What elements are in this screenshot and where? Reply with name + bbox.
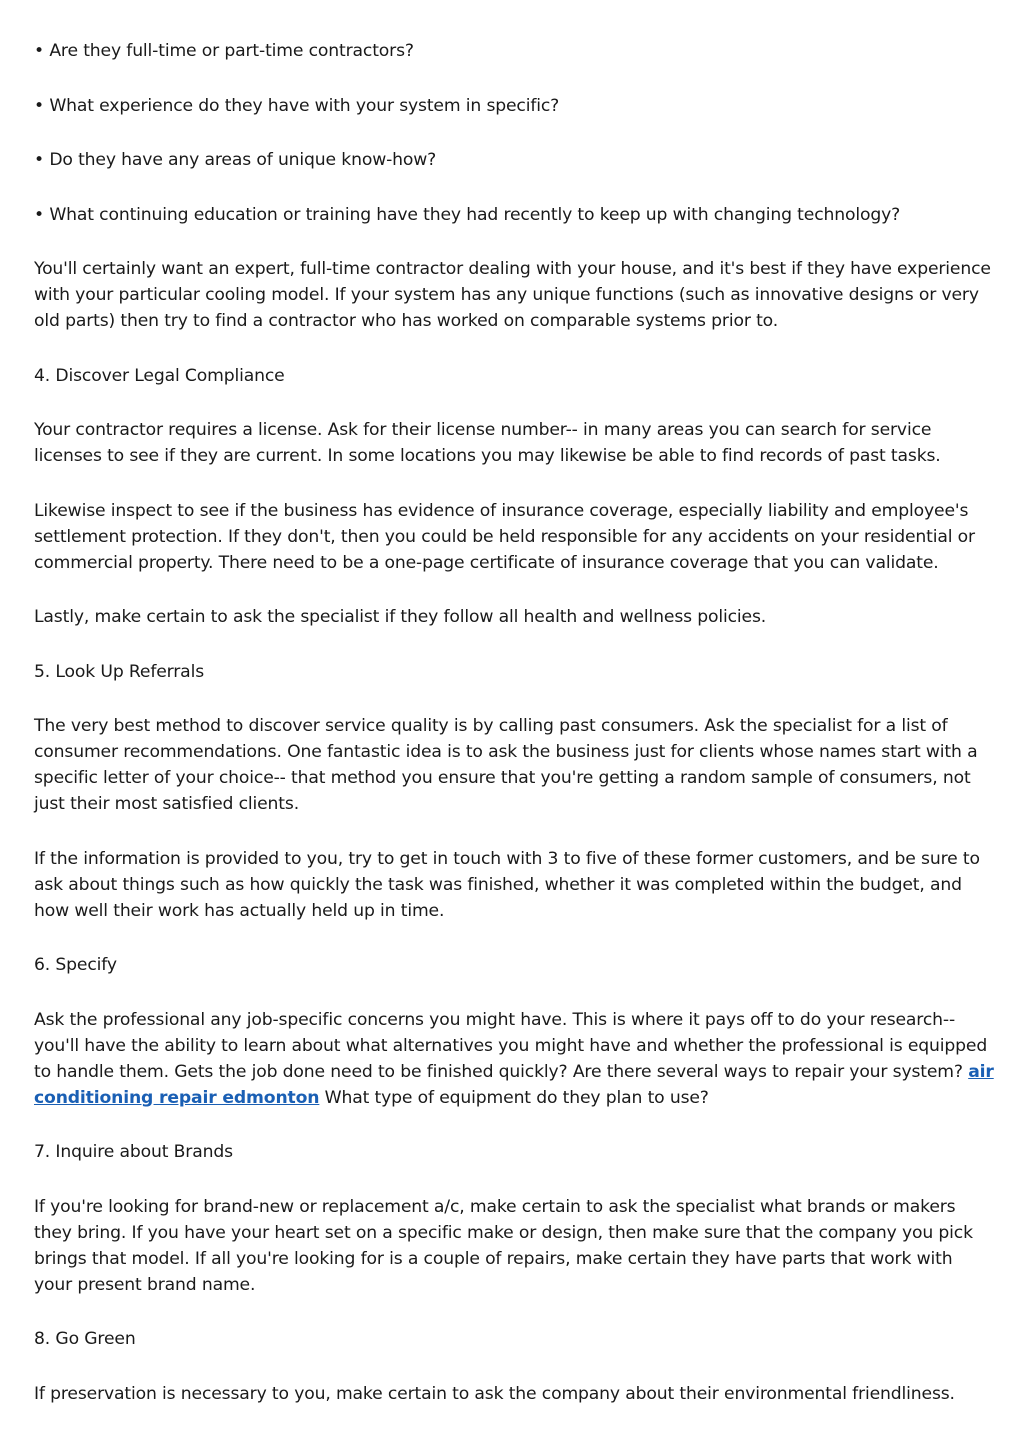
section-heading-go-green: 8. Go Green — [34, 1329, 136, 1349]
paragraph-brands: If you're looking for brand-new or replacement a/c, make certain to ask the specialist what brands or makers they bring. If you have your heart set on a specific make or design, then make sure that the company you pick brings that model. If all you're looking for is a couple of repairs, make certain they have parts that work with your present brand name. — [34, 1196, 973, 1295]
bullet-item — [34, 147, 994, 173]
paragraph-specify — [34, 1007, 994, 1111]
section-heading-specify: 6. Specify — [34, 955, 117, 975]
paragraph-health: Lastly, make certain to ask the specialist if they follow all health and wellness policies. — [34, 607, 767, 627]
bullet-marker: • — [34, 204, 50, 225]
paragraph-specify-tail: What type of equipment do they plan to use? — [319, 1087, 709, 1108]
bullet-text: Do they have any areas of unique know-how? — [49, 150, 437, 170]
bullet-marker: • — [34, 150, 50, 170]
paragraph-contact: If the information is provided to you, try to get in touch with 3 to five of these former customers, and be sure to ask about things such as how quickly the task was finished, whether it was completed within the budget, and how well their work has actually held up in time. — [34, 848, 980, 921]
paragraph-expert: You'll certainly want an expert, full-time contractor dealing with your house, and it's best if they have experience with your particular cooling model. If your system has any unique functions (such as innovative designs or very old parts) then try to find a contractor who has worked on comparable systems prior to. — [34, 259, 991, 331]
paragraph-referrals: The very best method to discover service quality is by calling past consumers. Ask the specialist for a list of consumer recommendations. One fantastic idea is to ask the business just for clients whose names start with a specific letter of your choice-- that method you ensure that you're getting a random sample of consumers, not just their most satisfied clients. — [34, 716, 978, 814]
ac-repair-link[interactable]: air conditioning repair edmonton — [34, 1061, 994, 1108]
bullet-item — [34, 38, 994, 64]
bullet-item — [34, 93, 994, 119]
bullet-text: What continuing education or training have they had recently to keep up with changing technology? — [49, 204, 901, 225]
section-heading-legal-compliance: 4. Discover Legal Compliance — [34, 365, 285, 386]
section-heading-referrals: 5. Look Up Referrals — [34, 661, 204, 682]
bullet-text: Are they full-time or part-time contractors? — [49, 41, 414, 61]
bullet-marker: • — [34, 95, 50, 116]
paragraph-license: Your contractor requires a license. Ask for their license number-- in many areas you can search for service licenses to see if they are current. In some locations you may likewise be able to find records of past tasks. — [34, 420, 941, 466]
paragraph-green: If preservation is necessary to you, make certain to ask the company about their environmental friendliness. — [34, 1383, 955, 1404]
section-heading-brands: 7. Inquire about Brands — [34, 1142, 233, 1162]
paragraph-specify-text: Ask the professional any job-specific concerns you might have. This is where it pays off to do your research-- you'll have the ability to learn about what alternatives you might have and whether the professional is equipped to handle them. Gets the job done need to be finished quickly? Are there several ways to repair your system? — [34, 1009, 988, 1082]
bullet-marker: • — [34, 41, 50, 61]
document-body — [34, 38, 994, 1435]
bullet-item — [34, 202, 994, 228]
bullet-text: What experience do they have with your system in specific? — [49, 95, 560, 116]
paragraph-insurance: Likewise inspect to see if the business has evidence of insurance coverage, especially liability and employee's settlement protection. If they don't, then you could be held responsible for any accidents on your residential or commercial property. There need to be a one-page certificate of insurance coverage that you can validate. — [34, 500, 975, 573]
